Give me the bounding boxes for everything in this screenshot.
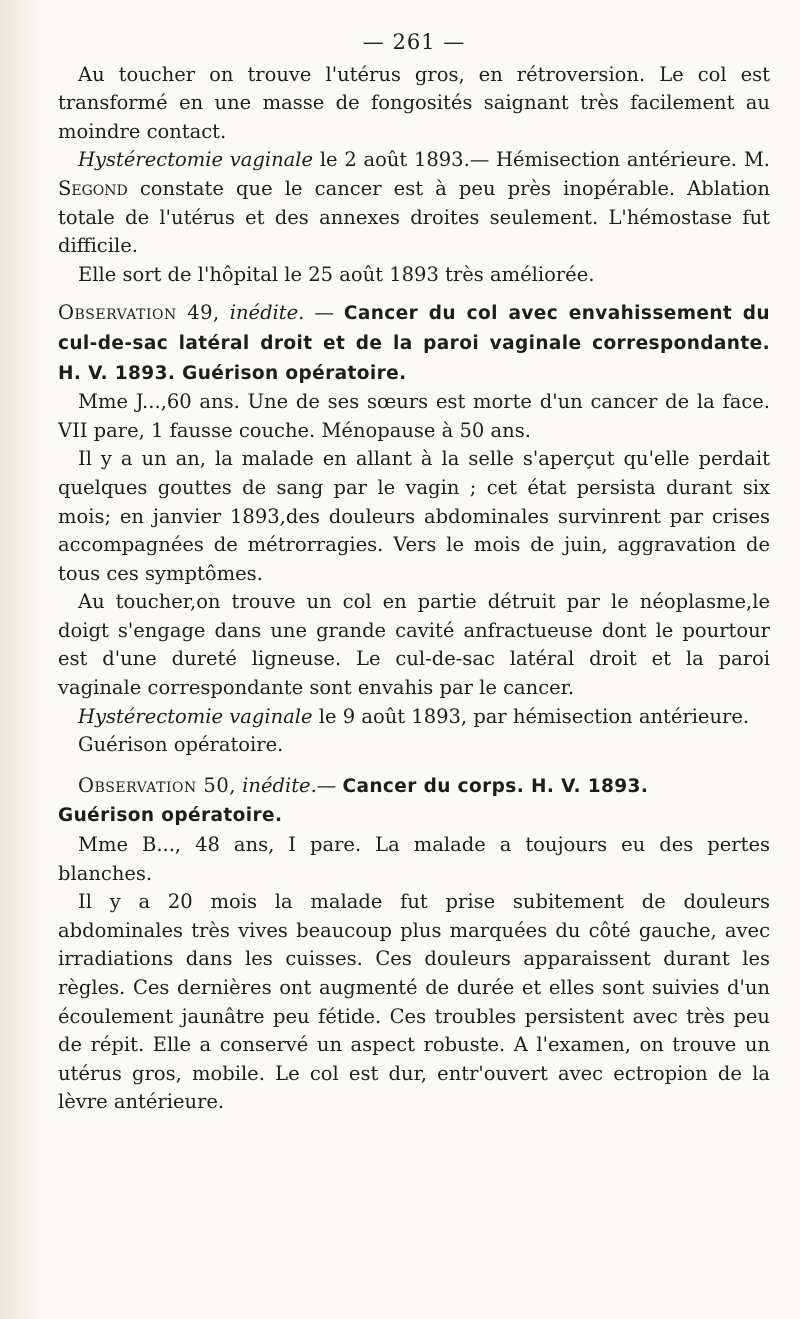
observation-49-heading <box>58 299 770 388</box>
page-number: — 261 — <box>362 30 466 54</box>
observation-49-paragraph-3: Au toucher,on trouve un col en partie détruit par le néoplasme,le doigt s'engage dans une grande cavité anfractueuse dont le pourtour est d'une dureté ligneuse. Le cul-de-sac latéral droit et la paroi vaginale correspondante sont envahis par le cancer. <box>58 590 770 700</box>
observation-49-outcome: Guérison opératoire. <box>78 733 284 757</box>
observation-49-paragraph-4 <box>58 703 770 732</box>
observation-49-procedure-details: le 9 août 1893, par hémisection antérieure. <box>312 704 750 728</box>
observation-50-paragraph-1: Mme B..., 48 ans, I pare. La malade a toujours eu des pertes blanches. <box>58 833 770 885</box>
observation-50-dash: — <box>316 773 343 797</box>
procedure-date: le 2 août 1893.— Hémisection antérieure. M. <box>313 148 770 172</box>
book-page <box>58 28 770 1117</box>
observation-50-paragraph-2: Il y a 20 mois la malade fut prise subitement de douleurs abdominales très vives beaucoup plus marquées du côté gauche, avec irradiations dans les cuisses. Ces douleurs apparaissent durant les règles. Ces dernières ont augmenté de durée et elles sont suivies d'un écoulement jaunâtre peu fétide. Ces troubles persistent avec très peu de répit. Elle a conservé un aspect robuste. A l'examen, on trouve un utérus gros, mobile. Le col est dur, entr'ouvert avec ectropion de la lèvre antérieure. <box>58 890 770 1114</box>
observation-49-title: Cancer du col avec envahissement du cul-de-sac latéral droit et de la paroi vaginale correspondante. H. V. 1893. Guérison opératoire. <box>58 303 770 384</box>
intro-paragraph-1: Au toucher on trouve l'utérus gros, en rétroversion. Le col est transformé en une masse de fongosités saignant très facilement au moindre contact. <box>58 62 770 143</box>
procedure-details: constate que le cancer est à peu près inopérable. Ablation totale de l'utérus et des annexes droites seulement. L'hémostase fut difficile. <box>58 176 770 258</box>
observation-49-procedure-label: Hystérectomie vaginale <box>78 704 313 728</box>
observation-50-heading <box>58 772 770 831</box>
observation-50-label: Observation 50, <box>78 773 236 797</box>
observation-49-inedite: inédite. <box>229 301 305 325</box>
intro-paragraph-3: Elle sort de l'hôpital le 25 août 1893 très améliorée. <box>78 262 595 286</box>
procedure-label: Hystérectomie vaginale <box>78 148 314 172</box>
observation-49-paragraph-2: Il y a un an, la malade en allant à la selle s'aperçut qu'elle perdait quelques gouttes de sang par le vagin ; cet état persista durant six mois; en janvier 1893,des douleurs abdominales survinrent par crises accompagnées de métrorragies. Vers le mois de juin, aggravation de tous ces symptômes. <box>58 447 770 585</box>
surgeon-name: Segond <box>58 176 128 200</box>
observation-50-title: Cancer du corps. H. V. 1893. <box>342 775 649 797</box>
observation-49-label: Observation 49, <box>58 301 220 325</box>
observation-50-inedite: inédite. <box>242 773 317 797</box>
observation-50-subtitle: Guérison opératoire. <box>58 805 283 827</box>
observation-49-paragraph-1: Mme J...,60 ans. Une de ses sœurs est morte d'un cancer de la face. VII pare, 1 fausse couche. Ménopause à 50 ans. <box>58 390 770 442</box>
page-binding-shadow <box>0 0 44 1319</box>
intro-paragraph-2 <box>58 146 770 260</box>
observation-49-dash: — <box>304 301 344 325</box>
